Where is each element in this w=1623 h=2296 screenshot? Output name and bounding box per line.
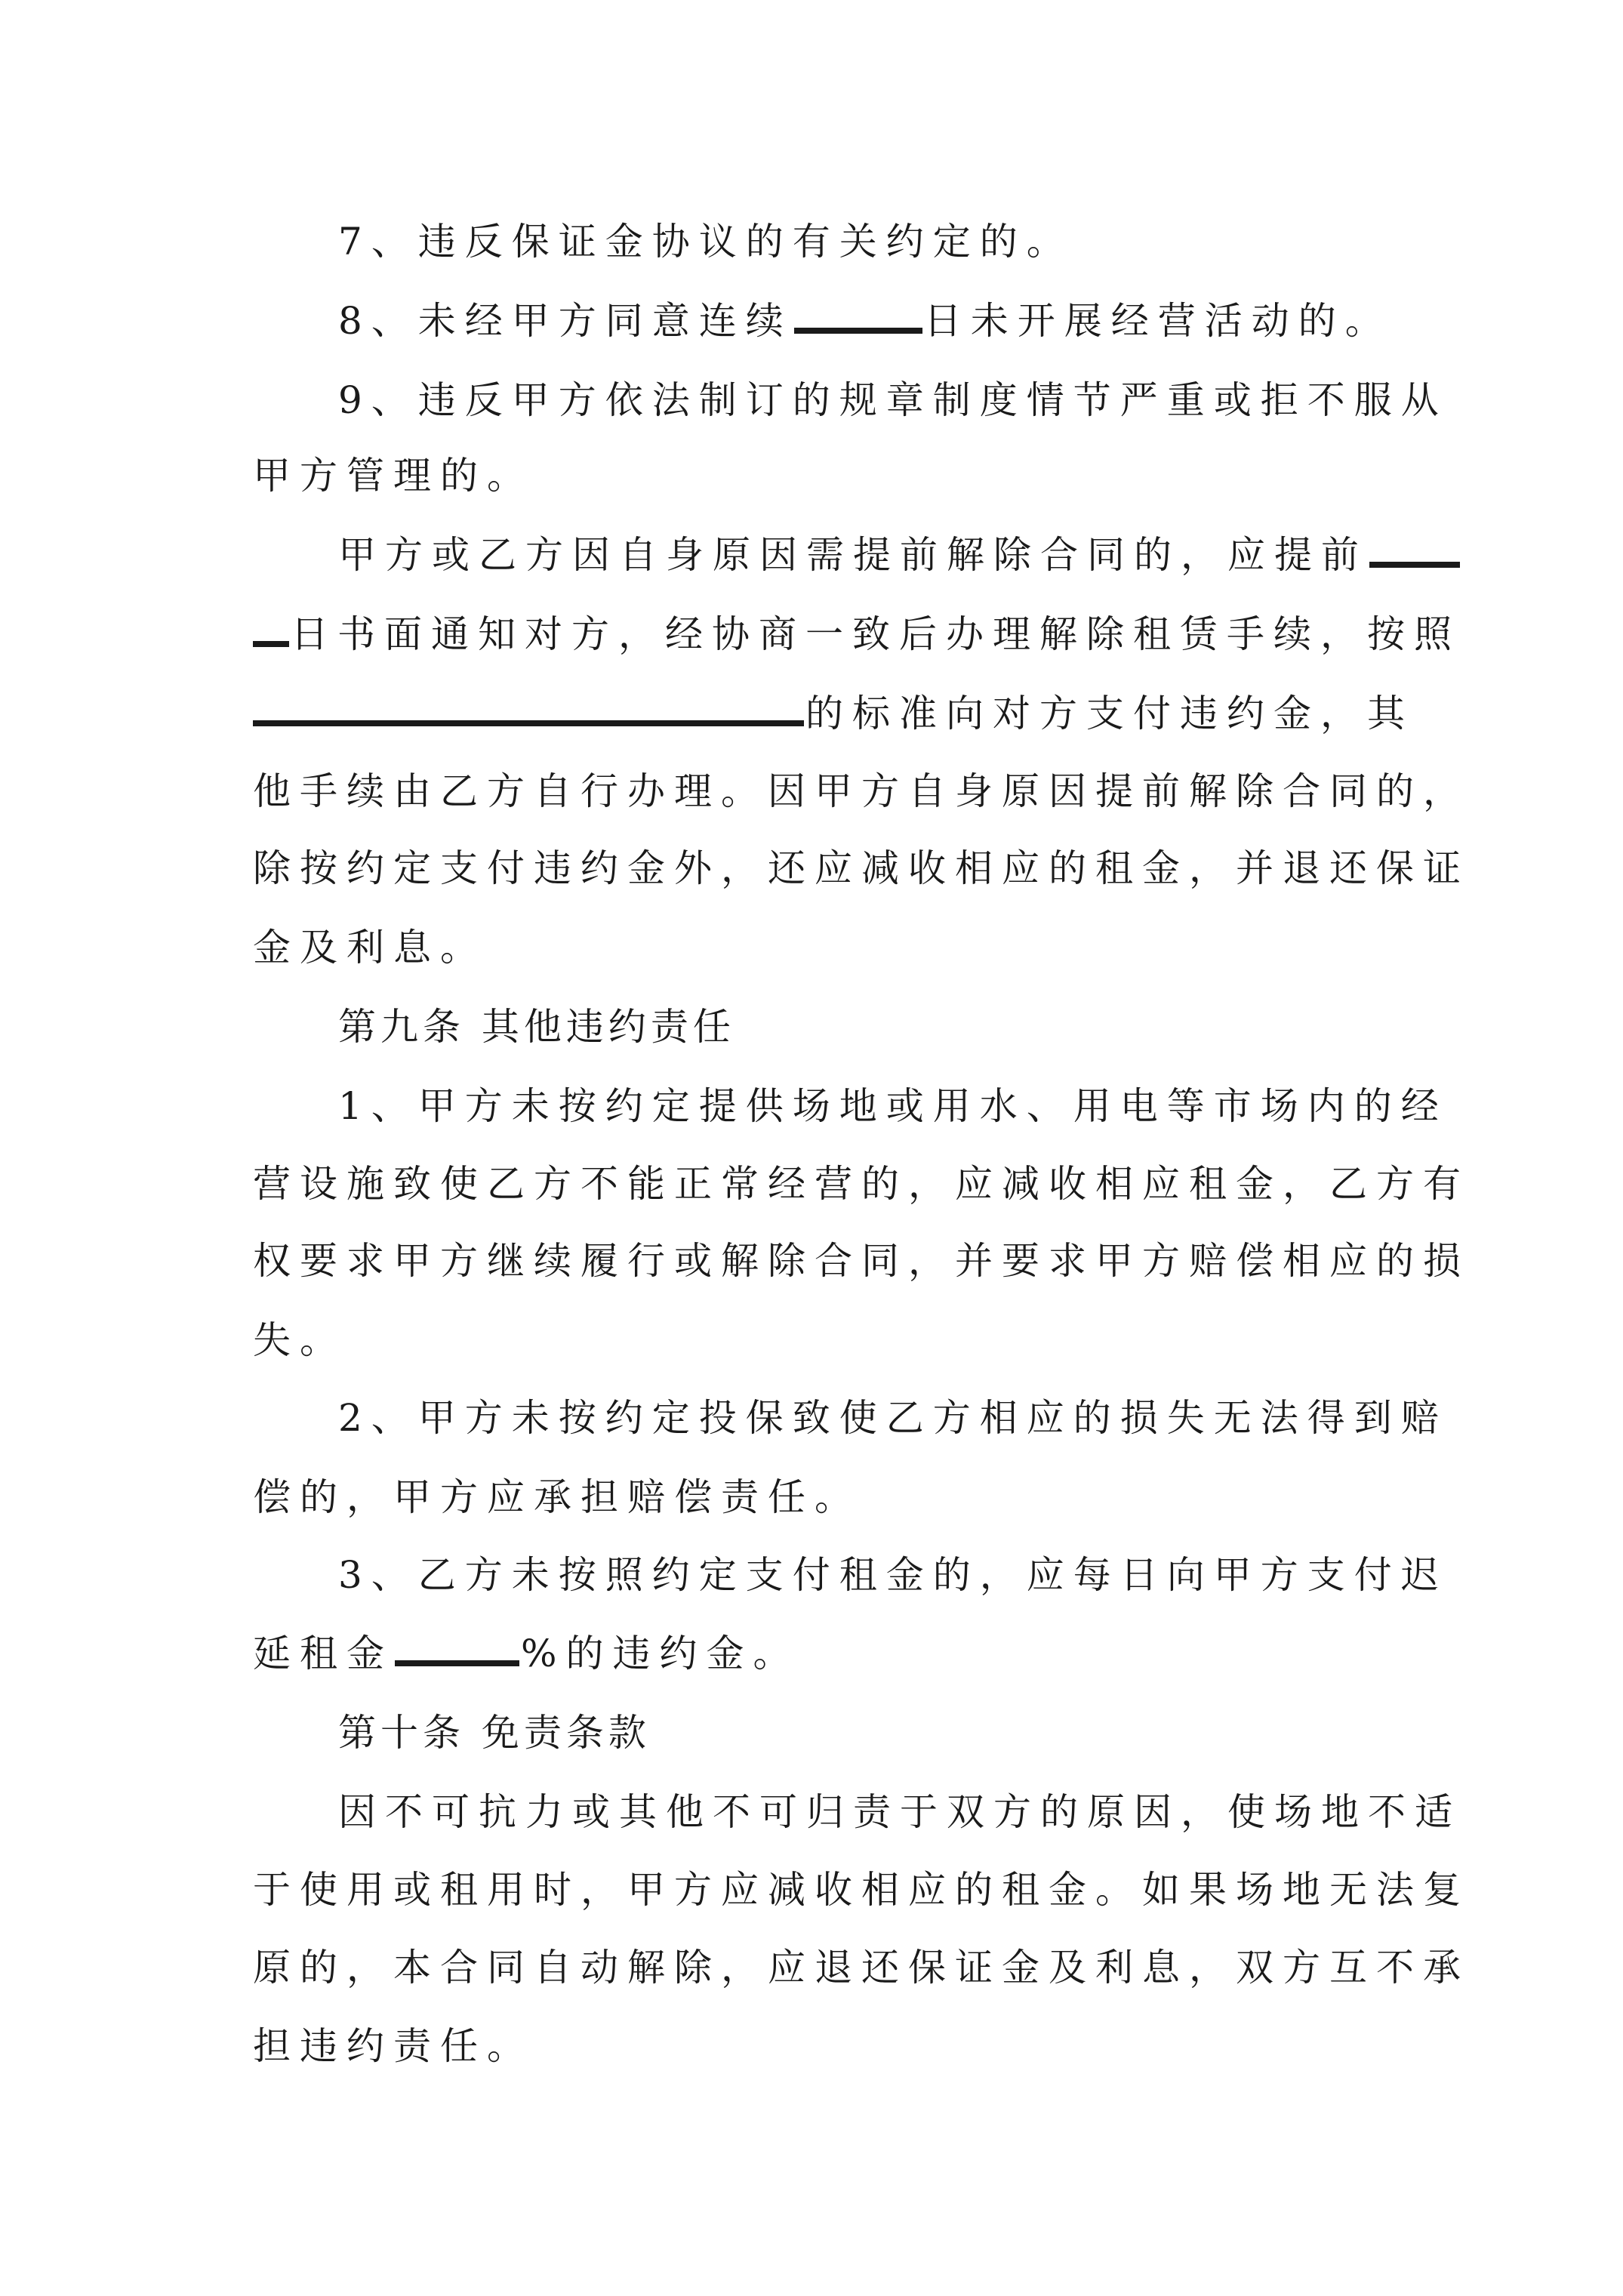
article-9-item-1: [338, 1068, 1448, 1144]
clause-item-9-cont: [253, 438, 534, 513]
text-line: 因不可抗力或其他不可归责于双方的原因，使场地不适: [338, 1790, 1461, 1834]
text-line: 金及利息。: [253, 926, 487, 969]
text-line: 日未开展经营活动的。: [923, 299, 1392, 343]
article-9-item-2: [338, 1380, 1448, 1456]
text-line: 他手续由乙方自行办理。因甲方自身原因提前解除合同的，: [253, 769, 1470, 813]
article-9-item-3-l2: [253, 1616, 800, 1691]
fill-in-blank[interactable]: [253, 680, 804, 726]
article-9-item-2-l2: [253, 1459, 861, 1535]
heading-text: 第九条 其他违约责任: [338, 1005, 735, 1049]
text-line: 的标准向对方支付违约金，其: [805, 692, 1414, 735]
article-9-item-1-l4: [253, 1302, 346, 1378]
article-10-paragraph-l4: [253, 2008, 534, 2084]
article-10-paragraph-l3: [253, 1930, 1470, 2005]
article-9-item-1-l3: [253, 1223, 1470, 1299]
article-10-paragraph: [338, 1774, 1461, 1850]
text-line: 日书面通知对方，经协商一致后办理解除租赁手续，按照: [291, 612, 1461, 656]
text-line: 偿的，甲方应承担赔偿责任。: [253, 1475, 861, 1519]
paragraph-early-termination-l5: [253, 831, 1470, 906]
paragraph-early-termination-l6: [253, 910, 487, 985]
text-line: 除按约定支付违约金外，还应减收相应的租金，并退还保证: [253, 846, 1470, 890]
text-line: 7、违反保证金协议的有关约定的。: [338, 220, 1073, 264]
article-10-paragraph-l2: [253, 1852, 1470, 1928]
text-line: 甲方管理的。: [253, 454, 534, 498]
paragraph-early-termination: [338, 517, 1461, 593]
text-line: 权要求甲方继续履行或解除合同，并要求甲方赔偿相应的损: [253, 1239, 1470, 1283]
fill-in-blank[interactable]: [395, 1620, 519, 1666]
text-line: 1、甲方未按约定提供场地或用水、用电等市场内的经: [338, 1084, 1448, 1128]
clause-item-7: [338, 204, 1073, 279]
text-line: 延租金: [253, 1632, 393, 1675]
paragraph-early-termination-l3: [253, 676, 1414, 751]
text-line: %的违约金。: [521, 1632, 800, 1675]
text-line: 营设施致使乙方不能正常经营的，应减收相应租金，乙方有: [253, 1162, 1470, 1206]
text-line: 于使用或租用时，甲方应减收相应的租金。如果场地无法复: [253, 1868, 1470, 1912]
text-line: 担违约责任。: [253, 2024, 534, 2068]
article-9-item-3: [338, 1537, 1448, 1613]
paragraph-early-termination-l2: [253, 596, 1461, 672]
article-9-item-1-l2: [253, 1146, 1470, 1222]
clause-item-8: [338, 283, 1392, 359]
text-line: 原的，本合同自动解除，应退还保证金及利息，双方互不承: [253, 1946, 1470, 1989]
fill-in-blank[interactable]: [253, 600, 289, 647]
fill-in-blank[interactable]: [794, 287, 922, 334]
text-line: 2、甲方未按约定投保致使乙方相应的损失无法得到赔: [338, 1396, 1448, 1440]
article-heading-10: [338, 1695, 651, 1771]
clause-item-9: [338, 362, 1448, 438]
text-line: 8、未经甲方同意连续: [338, 299, 793, 343]
text-line: 3、乙方未按照约定支付租金的，应每日向甲方支付迟: [338, 1553, 1448, 1597]
text-line: 甲方或乙方因自身原因需提前解除合同的，应提前: [338, 533, 1368, 577]
text-line: 失。: [253, 1318, 346, 1362]
paragraph-early-termination-l4: [253, 754, 1470, 829]
fill-in-blank[interactable]: [1369, 521, 1460, 568]
heading-text: 第十条 免责条款: [338, 1711, 651, 1755]
article-heading-9: [338, 989, 735, 1065]
text-line: 9、违反甲方依法制订的规章制度情节严重或拒不服从: [338, 378, 1448, 422]
